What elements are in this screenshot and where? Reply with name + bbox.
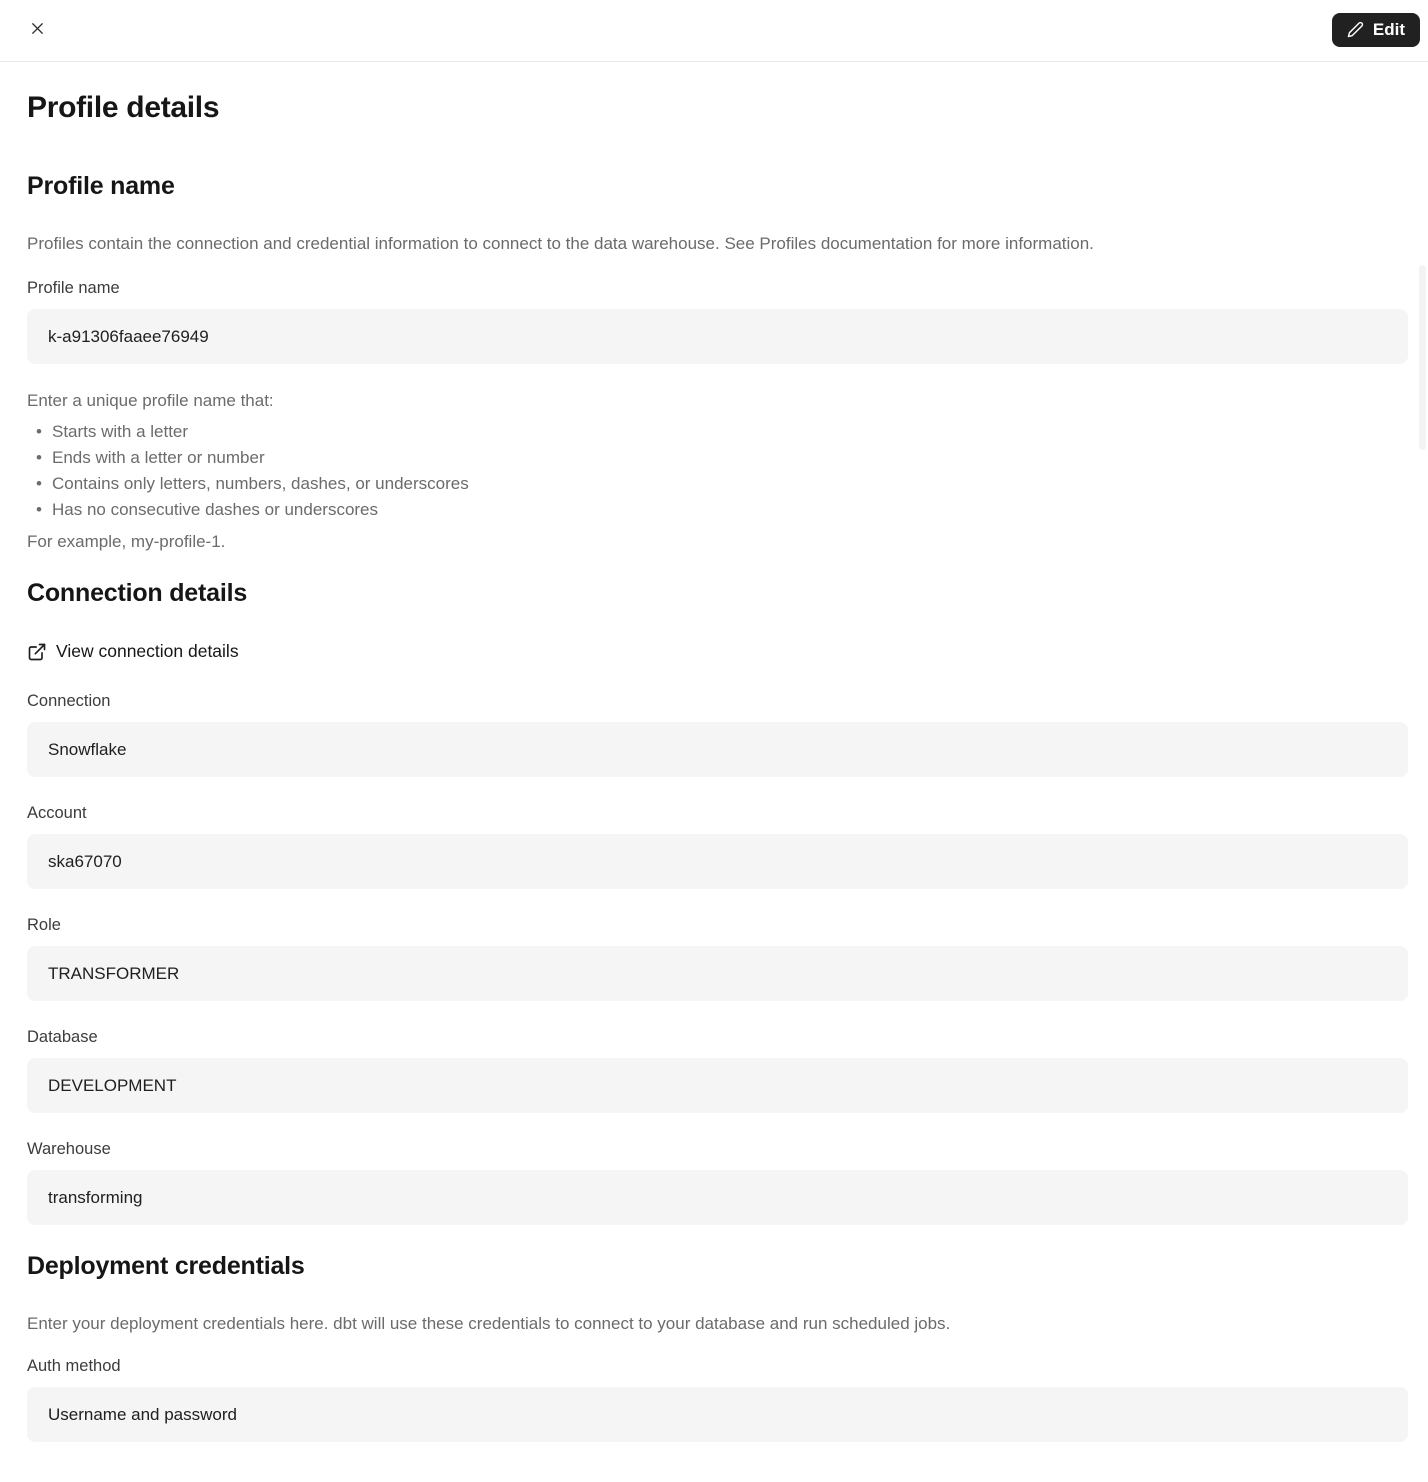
account-field [27, 834, 1408, 889]
profile-name-section-heading: Profile name [27, 172, 175, 200]
deployment-credentials-description: Enter your deployment credentials here. dbt will use these credentials to connect to your database and run scheduled jobs. [27, 1314, 951, 1333]
rule-item: • Contains only letters, numbers, dashes, or underscores [27, 471, 1407, 497]
view-connection-details-link[interactable] [27, 641, 239, 662]
profile-name-description: Profiles contain the connection and credential information to connect to the data warehouse. See Profiles documentation for more information. [27, 234, 1094, 253]
top-bar [0, 0, 1428, 62]
profile-name-field [27, 309, 1408, 364]
auth-method-field [27, 1387, 1408, 1442]
auth-method-field-group [27, 1355, 1407, 1442]
profile-name-field-group [27, 277, 1407, 364]
warehouse-field-group [27, 1138, 1407, 1225]
connection-field-value: Snowflake [48, 739, 127, 759]
page-title: Profile details [27, 91, 220, 124]
profile-name-helper-intro: Enter a unique profile name that: [27, 391, 274, 410]
auth-method-field-label: Auth method [27, 1357, 121, 1375]
profile-name-field-value: k-a91306faaee76949 [48, 326, 209, 346]
account-field-group [27, 802, 1407, 889]
role-field-value: TRANSFORMER [48, 963, 180, 983]
profile-name-field-label: Profile name [27, 279, 120, 297]
view-connection-details-label: View connection details [56, 641, 239, 661]
rule-item: • Has no consecutive dashes or underscores [27, 497, 1407, 523]
database-field [27, 1058, 1408, 1113]
warehouse-field-value: transforming [48, 1187, 143, 1207]
profile-details-panel [0, 62, 1428, 1442]
pencil-icon [1347, 21, 1364, 38]
database-field-value: DEVELOPMENT [48, 1075, 177, 1095]
profile-name-example: For example, my-profile-1. [27, 532, 226, 551]
rule-item: • Ends with a letter or number [27, 445, 1407, 471]
external-link-icon [27, 642, 47, 662]
role-field-label: Role [27, 916, 61, 934]
close-icon [28, 19, 47, 38]
connection-details-section-heading: Connection details [27, 579, 248, 607]
database-field-label: Database [27, 1028, 98, 1046]
edit-button[interactable] [1332, 13, 1420, 47]
close-button[interactable] [20, 12, 54, 46]
connection-field [27, 722, 1408, 777]
profile-name-rules-list [27, 419, 1407, 523]
connection-field-group [27, 690, 1407, 777]
role-field-group [27, 914, 1407, 1001]
warehouse-field-label: Warehouse [27, 1140, 111, 1158]
connection-field-label: Connection [27, 692, 111, 710]
database-field-group [27, 1026, 1407, 1113]
edit-button-label: Edit [1372, 19, 1405, 39]
vertical-scrollbar-thumb[interactable] [1419, 265, 1426, 450]
role-field [27, 946, 1408, 1001]
auth-method-field-value: Username and password [48, 1404, 237, 1424]
warehouse-field [27, 1170, 1408, 1225]
rule-item: • Starts with a letter [27, 419, 1407, 445]
deployment-credentials-section-heading: Deployment credentials [27, 1252, 305, 1280]
account-field-label: Account [27, 804, 87, 822]
account-field-value: ska67070 [48, 851, 122, 871]
